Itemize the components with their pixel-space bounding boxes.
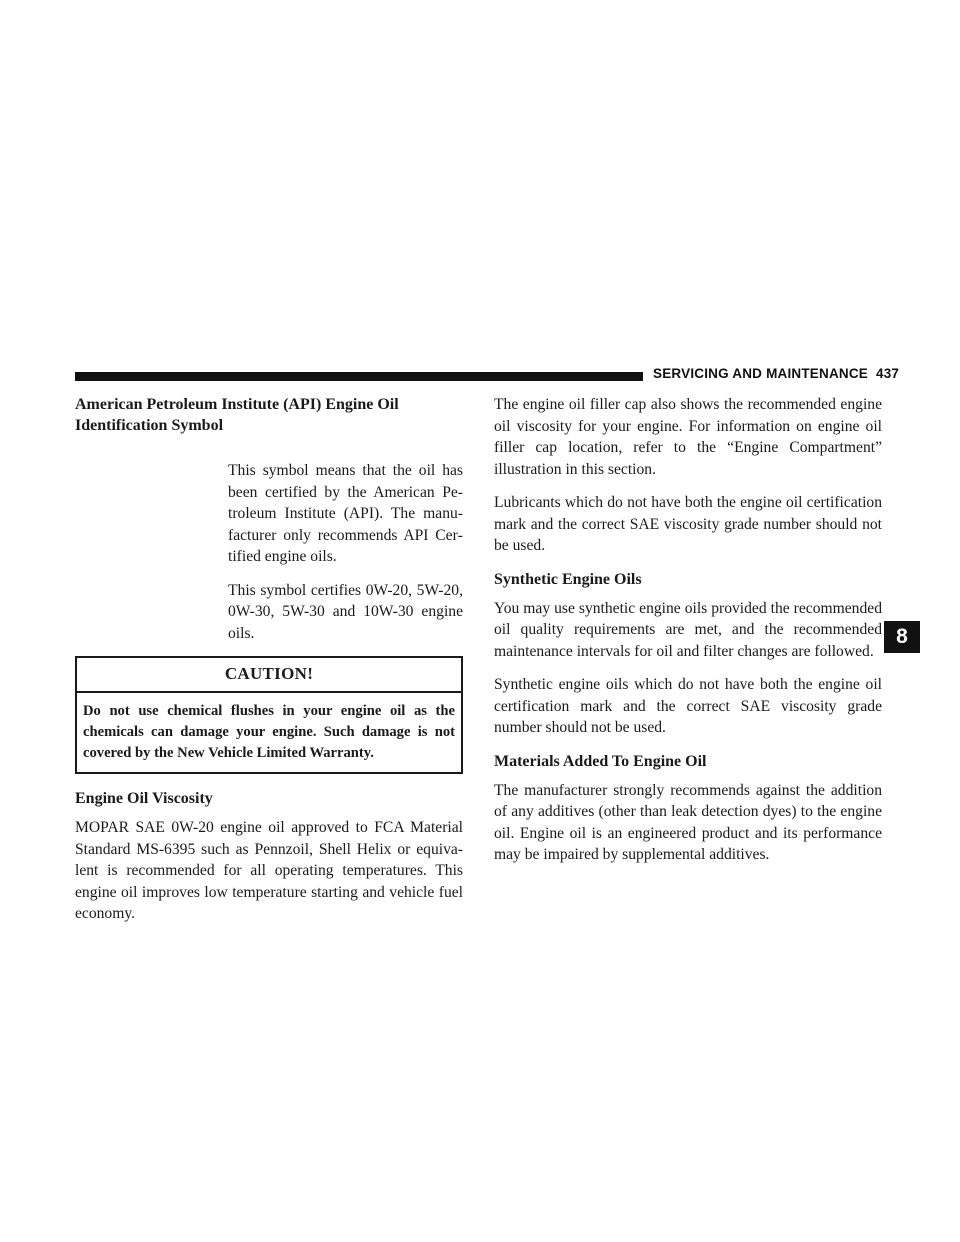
caution-box <box>75 656 463 774</box>
header-rule <box>75 372 643 381</box>
synthetic-oils-heading: Synthetic Engine Oils <box>494 570 642 588</box>
api-paragraph-1: This symbol means that the oil has been certified by the American Petroleum Institute (API). The manufacturer only recommends API Certified engine oils. <box>228 462 463 565</box>
right-column <box>494 394 882 878</box>
viscosity-heading: Engine Oil Viscosity <box>75 790 213 807</box>
page-number: 437 <box>876 366 900 381</box>
caution-text: Do not use chemical flushes in your engine oil as the chemicals can damage your engine. Such damage is not covered by the New Vehicle Limited Warranty. <box>83 703 455 761</box>
filler-cap-paragraph: The engine oil filler cap also shows the recommended engine oil viscosity for your engine. For information on engine oil filler cap location, refer to the “Engine Compartment” illustration in this section. <box>494 396 882 478</box>
viscosity-paragraph: MOPAR SAE 0W-20 engine oil approved to FCA Material Standard MS-6395 such as Pennzoil, Shell Helix or equivalent is recommended for all operating temperatures. This engine oil improves low temperature starting and vehicle fuel economy. <box>75 819 463 922</box>
left-column <box>75 394 463 937</box>
caution-title: CAUTION! <box>77 658 461 693</box>
lubricants-paragraph: Lubricants which do not have both the engine oil certification mark and the correct SAE viscosity grade number should not be used. <box>494 494 882 554</box>
synthetic-paragraph-2: Synthetic engine oils which do not have both the engine oil certification mark and the correct SAE viscosity grade number should not be used. <box>494 676 882 736</box>
running-header <box>653 366 899 381</box>
synthetic-paragraph-1: You may use synthetic engine oils provided the recommended oil quality requirements are met, and the recommended maintenance intervals for oil and filter changes are followed. <box>494 599 882 660</box>
api-symbol-description <box>228 460 463 644</box>
api-symbol-heading: American Petroleum Institute (API) Engine Oil Identification Symbol <box>75 396 399 434</box>
section-title: SERVICING AND MAINTENANCE <box>653 366 869 381</box>
api-paragraph-2: This symbol certifies 0W-20, 5W-20, 0W-30, 5W-30 and 10W-30 engine oils. <box>228 581 463 642</box>
additives-heading: Materials Added To Engine Oil <box>494 752 707 770</box>
chapter-tab: 8 <box>884 621 920 653</box>
additives-paragraph: The manufacturer strongly recommends against the addition of any additives (other than leak detection dyes) to the engine oil. Engine oil is an engineered product and its performance may be impaired by supplemental additives. <box>494 781 882 863</box>
